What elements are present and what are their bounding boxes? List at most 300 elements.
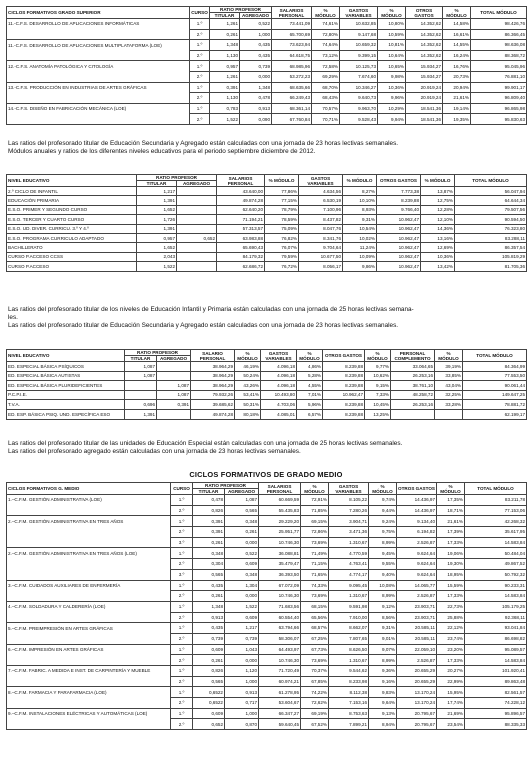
table-cell: 15,59%	[437, 580, 465, 591]
table-cell: 1.º	[190, 82, 210, 93]
table-cell: 10.962,47	[377, 215, 421, 224]
table-cell: 0,090	[240, 114, 272, 125]
table-cell: 21,69%	[437, 708, 465, 719]
table-cell: 71.194,21	[217, 215, 265, 224]
table-row	[7, 591, 527, 602]
row-label-cell: ED. ESPECIAL BÁSICA PLURIDEFICIENTES	[7, 381, 125, 391]
table-cell: 4.774,17	[329, 569, 369, 580]
table-cell: 95.045,96	[471, 61, 527, 72]
header-total: TOTAL MÓDULO	[455, 175, 527, 187]
table-cell: 20.795,67	[397, 719, 437, 730]
niveles-body	[7, 187, 527, 272]
grado-medio-body	[7, 495, 527, 730]
table-cell: 9,96%	[378, 93, 406, 104]
table-cell: 0,304	[193, 559, 225, 570]
header-pct: % MÓDULO	[378, 7, 406, 19]
table-cell: 70,71%	[312, 114, 340, 125]
table-row	[7, 708, 527, 719]
table-cell: 0,739	[225, 633, 259, 644]
row-label-cell	[7, 537, 171, 548]
table-cell: 23,54%	[437, 719, 465, 730]
table-cell: 50,31%	[235, 400, 261, 410]
table-cell: 0,870	[225, 719, 259, 730]
table-cell: 88.368,72	[471, 50, 527, 61]
table-cell: 17,74%	[437, 698, 465, 709]
table-cell: 0,391	[193, 516, 225, 527]
table-cell: 98.426,76	[471, 19, 527, 30]
table-cell: 90.061,44	[463, 381, 527, 391]
row-label-cell	[7, 591, 171, 602]
table-cell: 0,261	[193, 591, 225, 602]
header-titular: TITULAR	[125, 356, 157, 362]
table-cell: 2.º	[171, 698, 193, 709]
row-label-cell	[7, 633, 171, 644]
table-cell: 66.347,27	[259, 708, 301, 719]
table-cell: 2.º	[171, 559, 193, 570]
table-cell	[157, 371, 191, 381]
table-cell: 22.059,10	[397, 644, 437, 655]
table-cell: 7.100,96	[299, 205, 343, 214]
table-cell: 58.306,07	[259, 633, 301, 644]
row-label-cell: E.S.O. UD. DIVER. CURRICU. 3.º Y 4.º	[7, 224, 137, 233]
table-cell: 79.507,56	[455, 205, 527, 214]
table-cell: 0,913	[240, 103, 272, 114]
table-cell: 13,25%	[365, 409, 391, 419]
table-cell: 8.112,38	[329, 687, 369, 698]
header-ratio: RATIO PROFESOR	[210, 7, 272, 13]
table-cell: 32,25%	[435, 390, 463, 400]
table-cell: 105.819,29	[455, 252, 527, 261]
table-cell	[157, 409, 191, 419]
table-cell: 22,99%	[437, 676, 465, 687]
table-row	[7, 495, 527, 506]
header-total: TOTAL MÓDULO	[463, 350, 527, 362]
table-cell: 2,043	[137, 252, 177, 261]
table-cell: 4.703,06	[261, 400, 297, 410]
table-row	[7, 224, 527, 233]
table-cell: 8.047,76	[299, 224, 343, 233]
grado-superior-table	[6, 6, 527, 125]
table-cell: 20,73%	[443, 71, 471, 82]
table-cell: 4.763,41	[329, 559, 369, 570]
table-cell: 1,000	[225, 676, 259, 687]
row-label-cell	[7, 50, 190, 61]
table-cell: 20.919,24	[406, 93, 443, 104]
table-cell: 71.720,49	[259, 666, 301, 677]
table-cell: 9.147,68	[340, 29, 378, 40]
table-cell: 33,28%	[435, 400, 463, 410]
table-cell: 8.056,17	[299, 262, 343, 271]
table-cell: 66.249,43	[272, 93, 312, 104]
table-cell: 79.932,26	[191, 390, 235, 400]
table-cell: 0,957	[137, 233, 177, 242]
grado-superior-body	[7, 19, 527, 125]
table-cell: 0,609	[193, 644, 225, 655]
table-cell: 0,783	[210, 103, 240, 114]
grado-medio-table	[6, 482, 527, 730]
table-cell: 9.528,43	[340, 114, 378, 125]
table-cell: 1,348	[240, 82, 272, 93]
row-label-cell: 12.-C.F.S. ANATOMÍA PATOLÓGICA Y CITOLOGÍA	[7, 61, 190, 72]
table-cell	[435, 409, 463, 419]
table-row	[7, 409, 527, 419]
table-cell: 21,61%	[437, 516, 465, 527]
row-label-cell: 11.-C.F.S. DESARROLLO DE APLICACIONES INFORMÁTICAS	[7, 19, 190, 30]
table-cell: 0,478	[193, 495, 225, 506]
table-cell: 0,000	[240, 71, 272, 82]
row-label-cell: 8.–C.F.M. FARMACIA Y PARAFARMACIA (LOE)	[7, 687, 171, 698]
row-label-cell: E.S.O. PRIMER Y SEGUNDO CURSO	[7, 205, 137, 214]
row-label-cell: 2.–C.F.M. GESTIÓN ADMINISTRATIVA EN TRES AÑOS (LOE)	[7, 548, 171, 559]
table-row	[7, 505, 527, 516]
table-cell: 0,826	[193, 666, 225, 677]
table-cell: 9,77%	[365, 362, 391, 372]
table-cell: 9,31%	[343, 215, 377, 224]
table-cell: 72,86%	[301, 527, 329, 538]
header-pct: % MÓDULO	[343, 175, 377, 187]
header-ratio: RATIO PROFESOR	[193, 483, 259, 489]
table-cell: 0,609	[193, 708, 225, 719]
table-cell: 17,35%	[437, 495, 465, 506]
header-otros: OTROS GASTOS	[323, 350, 365, 362]
table-cell: 10,02%	[343, 233, 377, 242]
table-cell: 62.686,72	[217, 262, 265, 271]
table-cell: 9.640,73	[340, 93, 378, 104]
table-cell: 1,087	[157, 390, 191, 400]
table-cell: 50.792,32	[465, 569, 527, 580]
table-cell: 78.881,72	[463, 400, 527, 410]
note-3a: Las ratios del profesorado titular de las unidades de Educación Especial están calculadas con una jornada de 25 horas lectivas semanales.	[8, 440, 403, 447]
table-cell: 79,59%	[265, 252, 299, 261]
table-cell: 72,58%	[312, 61, 340, 72]
table-cell: 1,000	[240, 29, 272, 40]
table-row	[7, 362, 527, 372]
table-cell: 0,478	[240, 93, 272, 104]
table-cell: 10.962,47	[377, 224, 421, 233]
table-cell: 0,522	[225, 548, 259, 559]
table-cell: 9,12%	[369, 601, 397, 612]
table-cell: 2.º	[171, 591, 193, 602]
table-cell: 9,55%	[369, 559, 397, 570]
table-cell: 2.º	[190, 114, 210, 125]
table-cell: 67,25%	[301, 633, 329, 644]
row-label-cell: 1.–C.F.M. GESTIÓN ADMINISTRATIVA (LOE)	[7, 495, 171, 506]
table-cell: 3.º	[171, 537, 193, 548]
table-cell	[177, 252, 217, 261]
table-cell: 26.253,16	[391, 400, 435, 410]
table-row	[7, 40, 527, 51]
table-cell: 18.541,36	[406, 103, 443, 114]
row-label-cell: ED. ESPECIAL BÁSICA AUTISTAS	[7, 371, 125, 381]
table-cell	[125, 381, 157, 391]
table-cell	[177, 215, 217, 224]
table-cell: 73,69%	[301, 591, 329, 602]
table-cell: 0,957	[210, 61, 240, 72]
table-cell: 33.064,65	[391, 362, 435, 372]
header-pct: % MÓDULO	[365, 350, 391, 362]
table-cell: 0,652	[177, 233, 217, 242]
table-row	[7, 381, 527, 391]
table-cell: 1,130	[210, 93, 240, 104]
table-cell: 0,6522	[193, 698, 225, 709]
table-row	[7, 371, 527, 381]
table-cell: 48.258,72	[391, 390, 435, 400]
table-cell: 0,739	[240, 61, 272, 72]
table-cell: 9,74%	[369, 495, 397, 506]
table-cell: 7.280,26	[329, 505, 369, 516]
header-salario: SALARIO PERSONAL	[191, 350, 235, 362]
table-cell: 76.881,10	[471, 71, 527, 82]
header-gastos: GASTOS VARIABLES	[299, 175, 343, 187]
row-label-cell: ED. ESPECIAL BÁSICA PSÍQUICOS	[7, 362, 125, 372]
table-cell: 2.º	[190, 29, 210, 40]
header-agregado: AGREGADO	[177, 181, 217, 187]
table-cell: 1.º	[190, 19, 210, 30]
row-label-cell	[7, 71, 190, 82]
table-cell: 1,087	[125, 371, 157, 381]
table-cell: 69,29%	[312, 71, 340, 82]
row-label-cell: 14.-C.F.S. DISEÑO EN FABRICACIÓN MECÁNICA (LOE)	[7, 103, 190, 114]
header-ratio: RATIO PROFESOR	[125, 350, 191, 356]
table-cell: 9,94%	[378, 114, 406, 125]
header-total: TOTAL MÓDULO	[465, 483, 527, 495]
grado-medio-title: CICLOS FORMATIVOS DE GRADO MEDIO	[189, 470, 343, 479]
table-cell: 14.436,97	[397, 495, 437, 506]
table-cell: 1.º	[171, 666, 193, 677]
table-row	[7, 262, 527, 271]
table-row	[7, 527, 527, 538]
header-nivel: NIVEL EDUCATIVO	[7, 175, 137, 187]
table-cell: 5,28%	[297, 371, 323, 381]
table-cell: 9,16%	[369, 676, 397, 687]
table-cell: 57.313,57	[217, 224, 265, 233]
table-cell: 0,261	[210, 29, 240, 40]
table-cell: 2.526,87	[397, 591, 437, 602]
table-cell: 92.368,11	[465, 612, 527, 623]
note-2a: Las ratios del profesorado titular de los niveles de Educación Infantil y Primaria están calculadas con una jornada de 25 horas lectivas semana-	[8, 306, 414, 313]
table-cell: 10,54%	[343, 224, 377, 233]
table-cell: 84.179,32	[217, 252, 265, 261]
table-cell: 0,000	[225, 591, 259, 602]
table-cell: 9,45%	[369, 548, 397, 559]
table-cell: 2.º	[190, 50, 210, 61]
row-label-cell: 2.–C.F.M. GESTIÓN ADMINISTRATIVA EN TRES AÑOS	[7, 516, 171, 527]
header-otros: OTROS GASTOS	[406, 7, 443, 19]
table-cell: 20.919,24	[406, 82, 443, 93]
table-cell: 0,435	[193, 623, 225, 634]
header-pct: % MÓDULO	[435, 350, 463, 362]
table-cell: 1.º	[190, 40, 210, 51]
table-cell: 90.594,50	[455, 215, 527, 224]
table-cell: 39,19%	[435, 362, 463, 372]
table-cell: 16,61%	[443, 29, 471, 40]
table-cell: 98.636,08	[471, 40, 527, 51]
table-cell: 20.795,67	[397, 708, 437, 719]
table-cell: 1.310,67	[329, 537, 369, 548]
table-cell: 10,80%	[378, 19, 406, 30]
table-cell: 1,087	[225, 495, 259, 506]
table-cell: 1,391	[137, 196, 177, 205]
table-cell: 9,44%	[369, 505, 397, 516]
table-cell: 10.962,47	[377, 233, 421, 242]
table-cell: 39.685,62	[191, 400, 235, 410]
table-cell: 10.493,80	[261, 390, 297, 400]
table-row	[7, 29, 527, 40]
table-cell: 68,57%	[301, 623, 329, 634]
table-cell: 20.585,11	[397, 623, 437, 634]
table-cell: 2.º	[171, 505, 193, 516]
table-cell	[177, 243, 217, 252]
table-cell: 10.677,50	[299, 252, 343, 261]
table-cell: 1.º	[171, 548, 193, 559]
table-cell: 10.962,47	[323, 390, 365, 400]
table-row	[7, 196, 527, 205]
table-cell: 49.874,28	[217, 196, 265, 205]
table-cell: 8.437,82	[299, 215, 343, 224]
table-cell: 13,87%	[421, 187, 455, 196]
table-cell	[177, 187, 217, 196]
table-row	[7, 698, 527, 709]
table-cell: 1,522	[225, 601, 259, 612]
table-cell: 11,24%	[343, 243, 377, 252]
table-cell: 0,348	[225, 569, 259, 580]
table-cell: 12,75%	[421, 196, 455, 205]
table-cell: 72,62%	[301, 698, 329, 709]
row-label-cell: E.S.O. PROGRAMA CURRICULO ADAPTADO	[7, 233, 137, 242]
table-cell: 10,10%	[343, 196, 377, 205]
table-cell: 53.604,67	[259, 698, 301, 709]
table-cell: 9.095,45	[329, 580, 369, 591]
row-label-cell: 6.–C.F.M. IMPRESIÓN EN ARTES GRÁFICAS	[7, 644, 171, 655]
note-3b: Las ratios del profesorado agregado están calculadas con una jornada de 23 horas lectivas semanales.	[8, 448, 301, 455]
table-cell: 7.773,38	[377, 187, 421, 196]
row-label-cell: P.C.P.I.E.	[7, 390, 125, 400]
table-cell: 9,75%	[369, 527, 397, 538]
table-cell: 35.479,47	[259, 559, 301, 570]
table-cell: 77,86%	[265, 187, 299, 196]
table-cell: 0,913	[225, 687, 259, 698]
row-label-cell: 3.–C.F.M. CUIDADOS AUXILIARES DE ENFERMERÍA	[7, 580, 171, 591]
row-label-cell: CURSO P.ACCESO CCSS	[7, 252, 137, 261]
table-cell: 9,15%	[365, 381, 391, 391]
table-cell: 1.310,67	[329, 591, 369, 602]
table-cell: 9.624,64	[397, 548, 437, 559]
table-cell: 9,98%	[378, 71, 406, 82]
table-cell	[177, 205, 217, 214]
table-cell: 10.746,30	[259, 537, 301, 548]
table-cell: 2.526,87	[397, 537, 437, 548]
table-cell: 7.807,65	[329, 633, 369, 644]
table-cell: 0,435	[193, 580, 225, 591]
table-cell: 49.874,28	[191, 409, 235, 419]
header-titular: TITULAR	[137, 181, 177, 187]
table-cell: 10.659,32	[340, 40, 378, 51]
table-cell: 8,56%	[369, 612, 397, 623]
table-cell: 86.357,54	[455, 243, 527, 252]
table-cell: 16,24%	[443, 50, 471, 61]
table-cell: 17,33%	[437, 591, 465, 602]
header-agregado: AGREGADO	[240, 13, 272, 19]
table-cell	[157, 362, 191, 372]
table-cell: 1,261	[210, 71, 240, 82]
table-cell: 1,087	[125, 362, 157, 372]
table-cell: 149.647,25	[463, 390, 527, 400]
table-cell: 72,91%	[301, 495, 329, 506]
table-cell: 4,55%	[297, 381, 323, 391]
table-cell: 53.272,23	[272, 71, 312, 82]
table-cell: 9,83%	[369, 687, 397, 698]
table-row	[7, 666, 527, 677]
header-gastos: GASTOS VARIABLES	[340, 7, 378, 19]
table-cell: 3.471,36	[329, 527, 369, 538]
table-row	[7, 623, 527, 634]
table-cell: 1,652	[137, 243, 177, 252]
table-cell: 2.º	[171, 633, 193, 644]
table-row	[7, 205, 527, 214]
table-cell: 70,57%	[312, 103, 340, 114]
table-cell: 74,22%	[301, 687, 329, 698]
table-cell: 68.985,96	[272, 61, 312, 72]
table-cell: 1.º	[171, 623, 193, 634]
table-cell: 20.655,29	[397, 676, 437, 687]
table-cell: 90.233,31	[465, 580, 527, 591]
table-cell: 76,72%	[265, 262, 299, 271]
table-cell: 0,391	[157, 400, 191, 410]
header-pct: % MÓDULO	[297, 350, 323, 362]
table-row	[7, 537, 527, 548]
table-cell: 5,96%	[297, 400, 323, 410]
table-cell: 17,39%	[437, 527, 465, 538]
table-cell: 95.089,57	[465, 644, 527, 655]
table-cell: 9.399,15	[340, 50, 378, 61]
table-cell: 83.211,78	[465, 495, 527, 506]
table-cell: 82.561,57	[465, 687, 527, 698]
header-ratio: RATIO PROFESOR	[137, 175, 217, 181]
table-row	[7, 19, 527, 30]
table-row	[7, 644, 527, 655]
table-cell: 13,16%	[421, 233, 455, 242]
table-cell: 4.096,18	[261, 362, 297, 372]
table-cell: 81.705,36	[455, 262, 527, 271]
header-total: TOTAL MÓDULO	[471, 7, 527, 19]
table-cell: 1,348	[210, 40, 240, 51]
table-cell: 7.674,60	[340, 71, 378, 82]
table-cell: 77.553,50	[463, 371, 527, 381]
row-label-cell: EDUCACIÓN PRIMARIA	[7, 196, 137, 205]
table-cell: 70,37%	[301, 666, 329, 677]
table-cell: 67.072,09	[259, 580, 301, 591]
table-cell: 14.352,62	[406, 19, 443, 30]
table-cell: 105.179,25	[465, 601, 527, 612]
table-cell: 9.624,64	[397, 559, 437, 570]
row-label-cell	[7, 719, 171, 730]
table-cell: 53,41%	[235, 390, 261, 400]
table-cell: 10,29%	[378, 103, 406, 114]
table-cell: 36.088,81	[259, 548, 301, 559]
table-cell: 77.153,06	[465, 505, 527, 516]
table-cell: 74,33%	[301, 580, 329, 591]
table-cell: 8.239,88	[323, 409, 365, 419]
table-cell: 38.761,10	[391, 381, 435, 391]
table-row	[7, 114, 527, 125]
row-label-cell	[7, 114, 190, 125]
table-cell: 8.662,07	[329, 623, 369, 634]
table-row	[7, 612, 527, 623]
table-cell: 1.310,67	[329, 655, 369, 666]
header-curso: CURSO	[190, 7, 210, 19]
table-cell: 3.º	[171, 569, 193, 580]
table-cell: 96.865,98	[471, 103, 527, 114]
